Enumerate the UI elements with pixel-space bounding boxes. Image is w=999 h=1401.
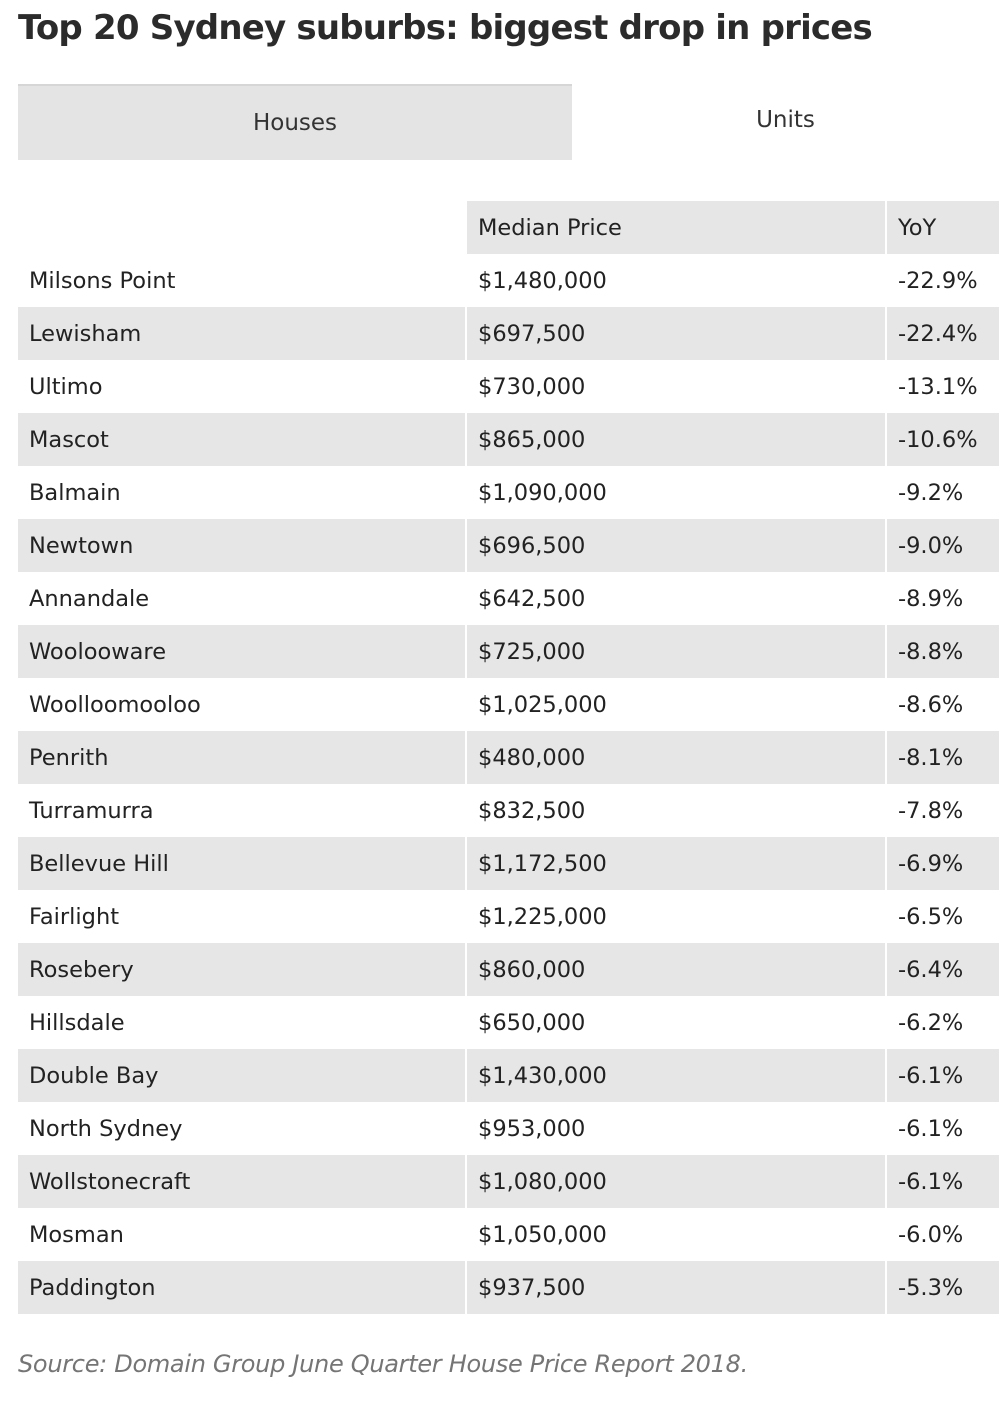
yoy-cell: -22.9% bbox=[885, 254, 999, 307]
median-price-cell: $953,000 bbox=[465, 1102, 885, 1155]
yoy-cell: -8.6% bbox=[885, 678, 999, 731]
suburb-cell: Hillsdale bbox=[18, 996, 465, 1049]
table-row bbox=[18, 625, 999, 678]
yoy-cell: -7.8% bbox=[885, 784, 999, 837]
tab-units[interactable] bbox=[572, 90, 999, 160]
median-price-cell: $1,172,500 bbox=[465, 837, 885, 890]
yoy-cell: -22.4% bbox=[885, 307, 999, 360]
yoy-cell: -6.2% bbox=[885, 996, 999, 1049]
yoy-cell: -6.1% bbox=[885, 1102, 999, 1155]
table-row bbox=[18, 784, 999, 837]
table-row bbox=[18, 360, 999, 413]
table-row bbox=[18, 307, 999, 360]
suburb-cell: Balmain bbox=[18, 466, 465, 519]
median-price-cell: $1,225,000 bbox=[465, 890, 885, 943]
table-row bbox=[18, 890, 999, 943]
table-row bbox=[18, 1049, 999, 1102]
yoy-cell: -6.5% bbox=[885, 890, 999, 943]
median-price-cell: $725,000 bbox=[465, 625, 885, 678]
table-row bbox=[18, 466, 999, 519]
suburb-cell: Wollstonecraft bbox=[18, 1155, 465, 1208]
yoy-cell: -5.3% bbox=[885, 1261, 999, 1314]
yoy-cell: -6.0% bbox=[885, 1208, 999, 1261]
tab-units-label: Units bbox=[756, 107, 815, 133]
suburb-cell: North Sydney bbox=[18, 1102, 465, 1155]
suburb-cell: Lewisham bbox=[18, 307, 465, 360]
table-row bbox=[18, 572, 999, 625]
suburb-cell: Double Bay bbox=[18, 1049, 465, 1102]
median-price-cell: $696,500 bbox=[465, 519, 885, 572]
suburb-cell: Penrith bbox=[18, 731, 465, 784]
suburb-cell: Annandale bbox=[18, 572, 465, 625]
table-row bbox=[18, 413, 999, 466]
yoy-cell: -8.8% bbox=[885, 625, 999, 678]
suburb-cell: Paddington bbox=[18, 1261, 465, 1314]
tab-bar bbox=[18, 84, 999, 160]
suburb-cell: Woolloomooloo bbox=[18, 678, 465, 731]
table-row bbox=[18, 1155, 999, 1208]
tab-houses[interactable] bbox=[18, 84, 572, 160]
yoy-cell: -13.1% bbox=[885, 360, 999, 413]
median-price-cell: $937,500 bbox=[465, 1261, 885, 1314]
suburb-cell: Woolooware bbox=[18, 625, 465, 678]
header-yoy: YoY bbox=[885, 201, 999, 254]
table-row bbox=[18, 678, 999, 731]
price-table bbox=[18, 201, 999, 1314]
median-price-cell: $697,500 bbox=[465, 307, 885, 360]
median-price-cell: $1,025,000 bbox=[465, 678, 885, 731]
table-row bbox=[18, 1102, 999, 1155]
median-price-cell: $1,480,000 bbox=[465, 254, 885, 307]
yoy-cell: -8.9% bbox=[885, 572, 999, 625]
table-row bbox=[18, 943, 999, 996]
suburb-cell: Mosman bbox=[18, 1208, 465, 1261]
yoy-cell: -9.2% bbox=[885, 466, 999, 519]
median-price-cell: $730,000 bbox=[465, 360, 885, 413]
yoy-cell: -6.9% bbox=[885, 837, 999, 890]
yoy-cell: -8.1% bbox=[885, 731, 999, 784]
table-row bbox=[18, 996, 999, 1049]
median-price-cell: $832,500 bbox=[465, 784, 885, 837]
tab-houses-label: Houses bbox=[252, 110, 338, 136]
suburb-cell: Milsons Point bbox=[18, 254, 465, 307]
median-price-cell: $1,050,000 bbox=[465, 1208, 885, 1261]
page-title: Top 20 Sydney suburbs: biggest drop in prices bbox=[18, 8, 872, 48]
median-price-cell: $480,000 bbox=[465, 731, 885, 784]
table-row bbox=[18, 254, 999, 307]
suburb-cell: Rosebery bbox=[18, 943, 465, 996]
yoy-cell: -6.1% bbox=[885, 1155, 999, 1208]
suburb-cell: Ultimo bbox=[18, 360, 465, 413]
table-row bbox=[18, 519, 999, 572]
median-price-cell: $860,000 bbox=[465, 943, 885, 996]
yoy-cell: -10.6% bbox=[885, 413, 999, 466]
median-price-cell: $642,500 bbox=[465, 572, 885, 625]
median-price-cell: $1,080,000 bbox=[465, 1155, 885, 1208]
table-row bbox=[18, 837, 999, 890]
table-body bbox=[18, 254, 999, 1314]
median-price-cell: $650,000 bbox=[465, 996, 885, 1049]
median-price-cell: $865,000 bbox=[465, 413, 885, 466]
yoy-cell: -6.1% bbox=[885, 1049, 999, 1102]
yoy-cell: -9.0% bbox=[885, 519, 999, 572]
median-price-cell: $1,090,000 bbox=[465, 466, 885, 519]
median-price-cell: $1,430,000 bbox=[465, 1049, 885, 1102]
header-suburb bbox=[18, 201, 465, 254]
suburb-cell: Newtown bbox=[18, 519, 465, 572]
suburb-cell: Fairlight bbox=[18, 890, 465, 943]
header-median-price: Median Price bbox=[465, 201, 885, 254]
yoy-cell: -6.4% bbox=[885, 943, 999, 996]
table-header-row bbox=[18, 201, 999, 254]
table-row bbox=[18, 1261, 999, 1314]
suburb-cell: Mascot bbox=[18, 413, 465, 466]
table-row bbox=[18, 1208, 999, 1261]
table-row bbox=[18, 731, 999, 784]
source-note: Source: Domain Group June Quarter House Price Report 2018. bbox=[18, 1350, 748, 1378]
suburb-cell: Turramurra bbox=[18, 784, 465, 837]
suburb-cell: Bellevue Hill bbox=[18, 837, 465, 890]
